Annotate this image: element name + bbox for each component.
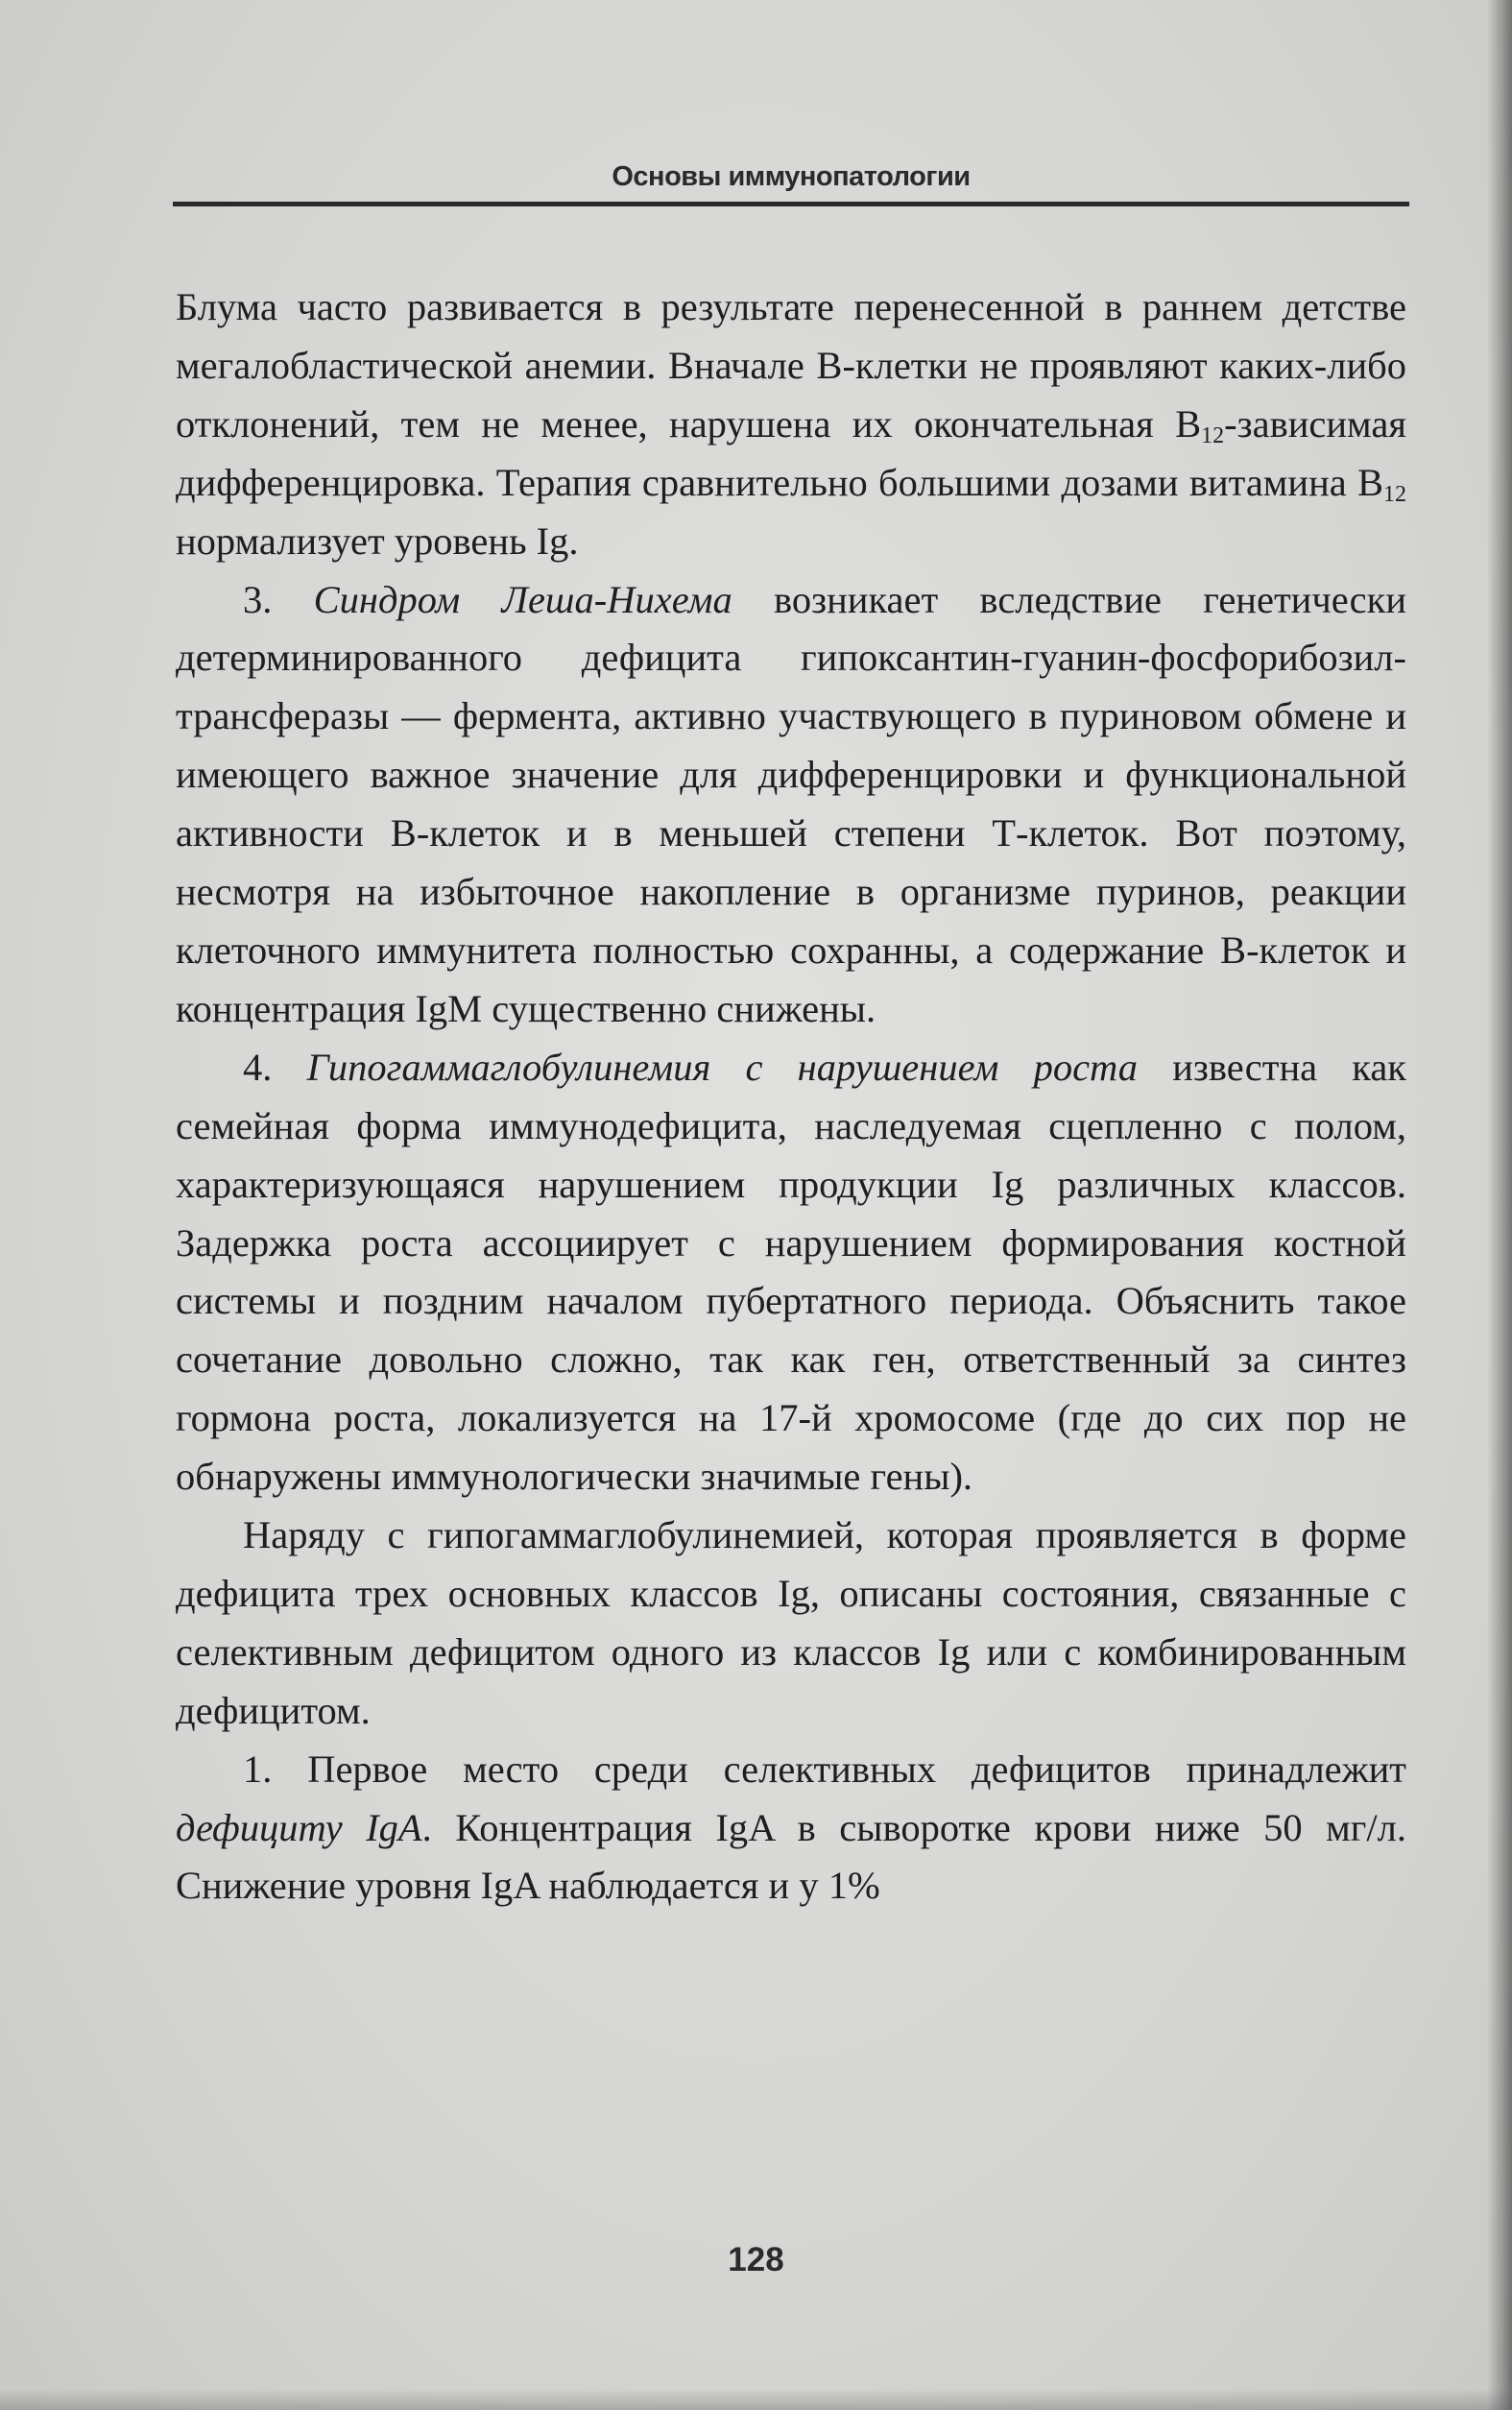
text-run: известна как семейная форма иммунодефицита, наследуемая сцепленно с полом, характеризующаяся нарушением продукции Ig различных классов. Задержка роста ассоциирует с нарушением формирования костной системы и поздним началом пубертатного периода. Объяснить такое сочетание довольно сложно, так как ген, ответственный за синтез гормона роста, локализуется на 17-й хромосоме (где до сих пор не обнаружены иммунологически значимые гены). [176, 1045, 1406, 1499]
running-head: Основы иммунопатологии [612, 161, 971, 192]
text-run: . Концентрация IgA в сыворотке крови ниже 50 мг/л. Снижение уровня IgA наблюдается и у 1% [176, 1805, 1406, 1908]
page-bottom-shadow [0, 2389, 1512, 2410]
page-edge-shadow [1487, 0, 1512, 2410]
text-run: 3. [243, 577, 314, 621]
paragraph [176, 1506, 1406, 1741]
text-run: Блума часто развивается в результате перенесенной в раннем детстве мегалобластической анемии. Вначале В-клетки не проявляют каких-либо отклонений, тем не менее, нарушена их окончательная В [176, 285, 1406, 446]
body-text [176, 278, 1406, 1916]
paragraph [176, 278, 1406, 571]
italic-term: Синдром Леша-Нихема [313, 577, 732, 621]
text-run: 1. Первое место среди селективных дефицитов принадлежит [243, 1747, 1406, 1791]
italic-term: дефициту IgA [176, 1805, 422, 1849]
subscript: 12 [1383, 481, 1406, 507]
text-run: -зависимая дифференцировка. Терапия сравнительно большими дозами витамина В [176, 401, 1406, 504]
italic-term: Гипогаммаглобулинемия с нарушением роста [306, 1045, 1139, 1089]
text-run: нормализует уровень Ig. [176, 518, 579, 563]
page-number: 128 [728, 2241, 784, 2278]
header-rule [173, 202, 1409, 206]
text-run: Наряду с гипогаммаглобулинемией, которая проявляется в форме дефицита трех основных классов Ig, описаны состояния, связанные с селективным дефицитом одного из классов Ig или с комбинированным дефицитом. [176, 1513, 1406, 1732]
text-run: 4. [243, 1045, 307, 1089]
paragraph [176, 571, 1406, 1039]
text-run: возникает вследствие генетически детерминированного дефицита гипоксантин-гуанин-фосфорибозил-трансферазы — фермента, активно участвующего в пуриновом обмене и имеющего важное значение для дифференцировки и функциональной активности В-клеток и в меньшей степени Т-клеток. Вот поэтому, несмотря на избыточное накопление в организме пуринов, реакции клеточного иммунитета полностью сохранны, а содержание В-клеток и концентрация IgM существенно снижены. [176, 577, 1406, 1030]
subscript: 12 [1201, 422, 1225, 448]
paragraph [176, 1039, 1406, 1506]
paragraph [176, 1741, 1406, 1916]
